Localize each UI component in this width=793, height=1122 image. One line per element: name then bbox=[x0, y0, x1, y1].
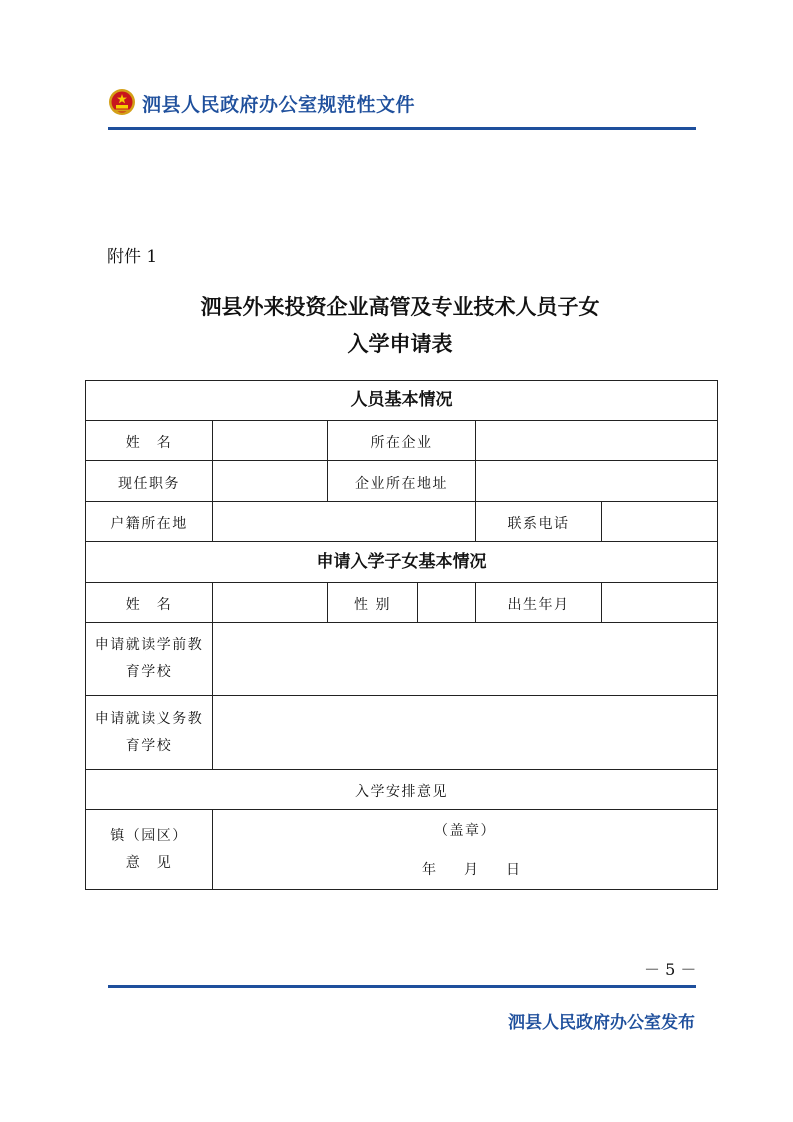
company-label: 所在企业 bbox=[328, 421, 476, 461]
town-opinion-field[interactable] bbox=[213, 810, 718, 890]
header-title: 泗县人民政府办公室规范性文件 bbox=[142, 94, 416, 116]
preschool-label-line-2: 育学校 bbox=[125, 664, 173, 680]
compulsory-label-line-1: 申请就读义务教 bbox=[94, 710, 204, 727]
attachment-label: 附件 1 bbox=[107, 247, 158, 267]
preschool-field[interactable] bbox=[213, 623, 718, 696]
compulsory-label bbox=[86, 696, 213, 770]
company-address-label: 企业所在地址 bbox=[328, 461, 476, 502]
household-label: 户籍所在地 bbox=[86, 502, 213, 542]
child-name-field[interactable] bbox=[213, 583, 328, 623]
birth-label: 出生年月 bbox=[476, 583, 602, 623]
header-divider bbox=[108, 127, 696, 130]
date-text: 年 月 日 bbox=[422, 861, 521, 878]
preschool-label bbox=[86, 623, 213, 696]
position-label: 现任职务 bbox=[86, 461, 213, 502]
document-header bbox=[108, 86, 696, 132]
child-name-label: 姓 名 bbox=[86, 583, 213, 623]
phone-field[interactable] bbox=[602, 502, 718, 542]
compulsory-field[interactable] bbox=[213, 696, 718, 770]
document-title-line-2: 入学申请表 bbox=[347, 331, 453, 356]
company-address-field[interactable] bbox=[476, 461, 718, 502]
application-form-table bbox=[85, 380, 718, 890]
position-field[interactable] bbox=[213, 461, 328, 502]
household-field[interactable] bbox=[213, 502, 476, 542]
document-title-line-1: 泗县外来投资企业高管及专业技术人员子女 bbox=[200, 294, 600, 319]
town-opinion-label-line-2: 意 见 bbox=[125, 854, 173, 871]
preschool-label-line-1: 申请就读学前教 bbox=[94, 637, 204, 653]
phone-label: 联系电话 bbox=[476, 502, 602, 542]
footer-publisher: 泗县人民政府办公室发布 bbox=[508, 1013, 695, 1033]
name-field[interactable] bbox=[213, 421, 328, 461]
compulsory-label-line-2: 育学校 bbox=[125, 737, 173, 754]
section-title-child: 申请入学子女基本情况 bbox=[86, 542, 718, 583]
page-number: － 5 － bbox=[644, 960, 697, 979]
name-label: 姓 名 bbox=[86, 421, 213, 461]
town-opinion-label-line-1: 镇（园区） bbox=[110, 827, 188, 844]
birth-field[interactable] bbox=[602, 583, 718, 623]
gender-label: 性 别 bbox=[328, 583, 418, 623]
company-field[interactable] bbox=[476, 421, 718, 461]
arrangement-opinion-label: 入学安排意见 bbox=[86, 770, 718, 810]
town-opinion-label bbox=[86, 810, 213, 890]
section-title-personnel: 人员基本情况 bbox=[86, 381, 718, 421]
national-emblem-icon bbox=[108, 88, 136, 116]
gender-field[interactable] bbox=[418, 583, 476, 623]
seal-text: （盖章） bbox=[434, 822, 497, 839]
footer-divider bbox=[108, 985, 696, 988]
